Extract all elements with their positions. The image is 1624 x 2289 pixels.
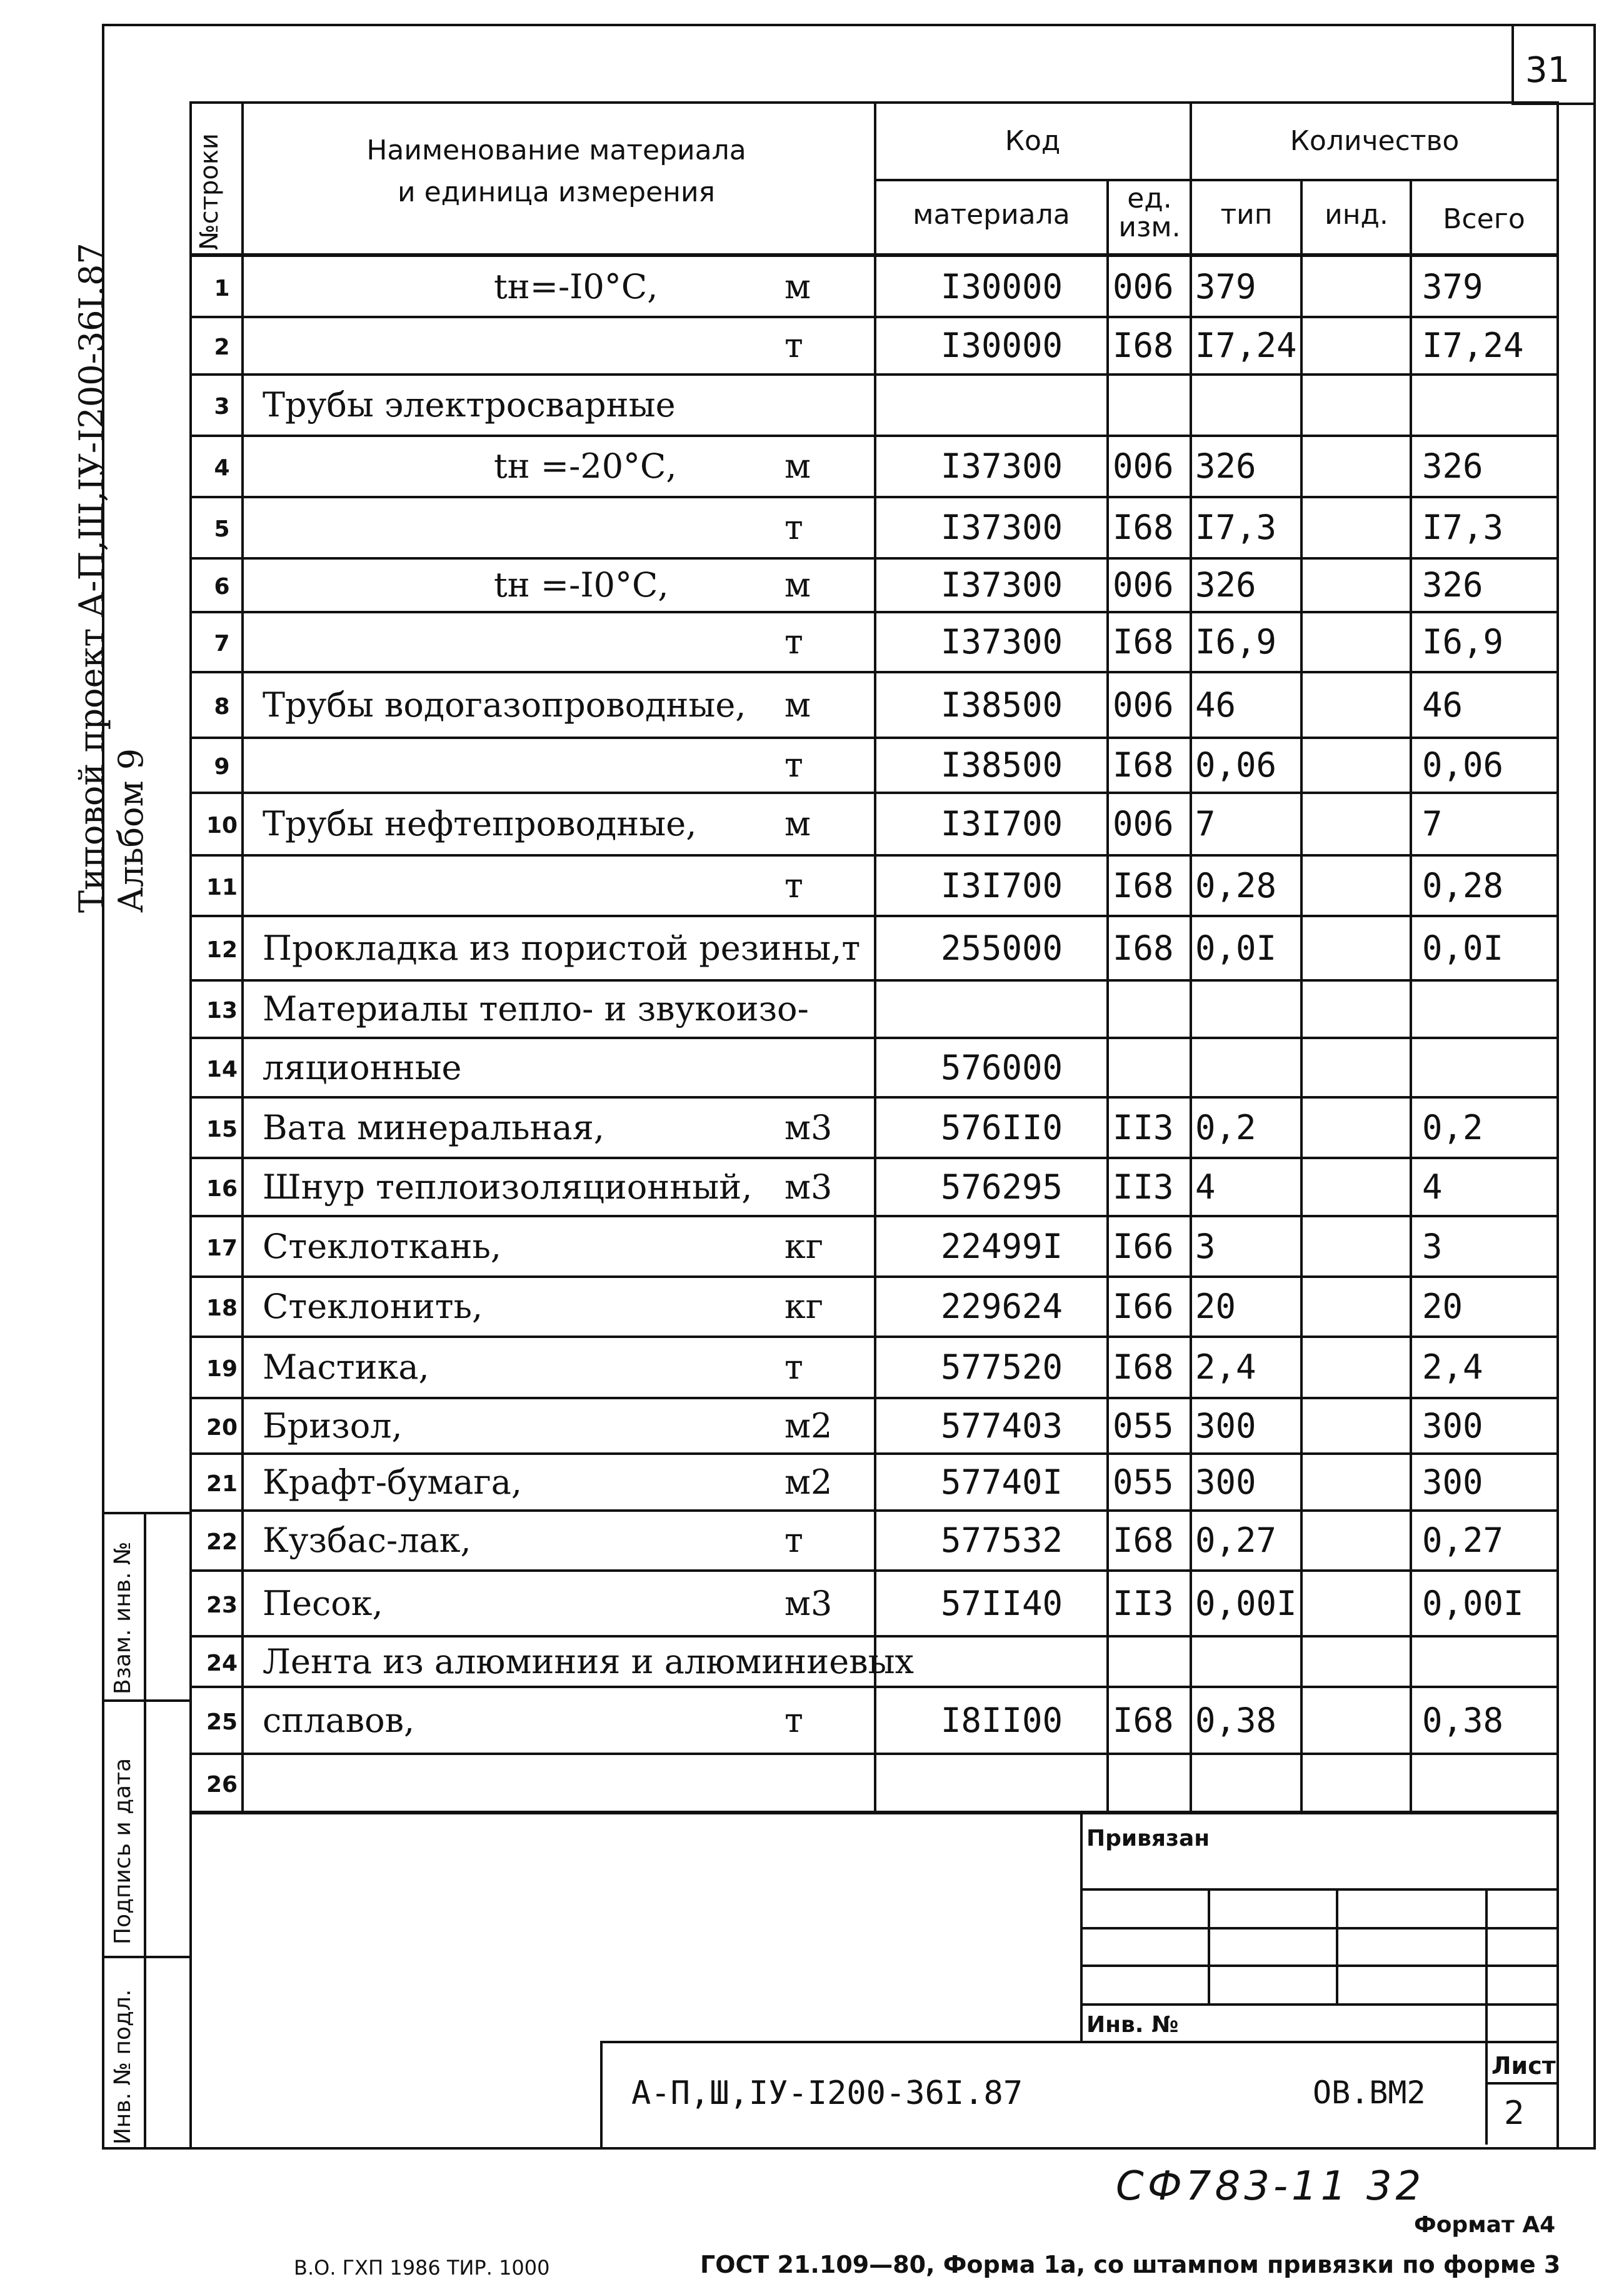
row-ed: I68 (1113, 1347, 1174, 1387)
row-code: 576000 (941, 1047, 1063, 1087)
row-number: 4 (214, 455, 230, 481)
row-code: I37300 (941, 565, 1063, 605)
row-ed: 006 (1113, 804, 1174, 843)
row-tip: 3 (1195, 1226, 1216, 1266)
header-qty: Количество (1290, 125, 1460, 157)
row-tip: 379 (1195, 267, 1256, 306)
header-rownum: №строки (195, 133, 224, 250)
row-total: 0,28 (1422, 865, 1504, 905)
row-tip: 4 (1195, 1167, 1216, 1207)
row-ed: II3 (1113, 1583, 1174, 1623)
row-code: 22499I (941, 1226, 1063, 1266)
row-total: I6,9 (1422, 622, 1504, 662)
row-tip: 300 (1195, 1406, 1256, 1446)
row-tip: 300 (1195, 1462, 1256, 1502)
row-ed: I68 (1113, 622, 1174, 662)
row-unit: т (784, 1347, 803, 1387)
row-total: 7 (1422, 804, 1443, 843)
row-ed: I68 (1113, 508, 1174, 547)
header-code-unit-line2: изм. (1118, 211, 1181, 244)
stamp-podpis: Подпись и дата (110, 1758, 136, 1944)
header-qty-total: Всего (1443, 203, 1525, 235)
header-name-line2: и единица измерения (397, 176, 716, 208)
row-code: 577403 (941, 1406, 1063, 1446)
row-total: 326 (1422, 446, 1483, 486)
row-code: I30000 (941, 267, 1063, 306)
footer-gost: ГОСТ 21.109—80, Форма 1а, со штампом привязки по форме 3 (700, 2251, 1561, 2278)
row-total: 2,4 (1422, 1347, 1483, 1387)
row-total: 300 (1422, 1406, 1483, 1446)
row-ed: I68 (1113, 865, 1174, 905)
header-code-material: материала (913, 199, 1070, 231)
row-code: I3I700 (941, 804, 1063, 843)
row-tip: 0,28 (1195, 865, 1277, 905)
row-ed: I68 (1113, 745, 1174, 785)
row-unit: т (784, 865, 803, 905)
row-ed: I68 (1113, 1700, 1174, 1740)
row-name: Песок, (263, 1583, 383, 1623)
row-name: Прокладка из пористой резины,т (263, 928, 861, 968)
row-code: I8II00 (941, 1700, 1063, 1740)
row-ed: 055 (1113, 1462, 1174, 1502)
row-number: 10 (206, 813, 238, 838)
row-code: I37300 (941, 508, 1063, 547)
row-unit: м3 (784, 1167, 833, 1207)
row-tip: 0,00I (1195, 1583, 1297, 1623)
row-number: 14 (206, 1056, 238, 1082)
row-unit: т (784, 326, 803, 365)
row-code: 57II40 (941, 1583, 1063, 1623)
row-ed: I66 (1113, 1287, 1174, 1326)
row-number: 2 (214, 335, 230, 360)
row-tip: I7,24 (1195, 326, 1297, 365)
row-number: 23 (206, 1592, 238, 1618)
row-temp: tн =-I0°С, (494, 565, 669, 605)
row-name: Материалы тепло- и звукоизо- (263, 989, 809, 1029)
header-qty-type: тип (1220, 199, 1273, 231)
row-name: Трубы водогазопроводные, (263, 685, 746, 725)
row-code: 576II0 (941, 1107, 1063, 1147)
row-total: 0,38 (1422, 1700, 1504, 1740)
row-total: 46 (1422, 685, 1463, 725)
row-number: 3 (214, 394, 230, 420)
row-tip: 46 (1195, 685, 1236, 725)
row-number: 25 (206, 1709, 238, 1735)
row-tip: I7,3 (1195, 508, 1277, 547)
row-ed: 006 (1113, 685, 1174, 725)
header-code-unit-line1: ед. (1127, 183, 1172, 214)
row-total: 3 (1422, 1226, 1443, 1266)
row-name: Кузбас-лак, (263, 1521, 471, 1560)
footer-format: Формат А4 (1414, 2212, 1556, 2238)
row-name: Бризол, (263, 1406, 403, 1446)
row-total: 300 (1422, 1462, 1483, 1502)
row-tip: 326 (1195, 565, 1256, 605)
row-unit: м (784, 267, 811, 306)
stamp-doc-code: А-П,Ш,IУ-I200-36I.87 (631, 2075, 1023, 2112)
row-unit: т (784, 622, 803, 662)
row-unit: т (784, 745, 803, 785)
row-number: 24 (206, 1650, 238, 1676)
row-name: ляционные (263, 1047, 462, 1087)
row-code: 577532 (941, 1521, 1063, 1560)
row-number: 20 (206, 1414, 238, 1441)
row-number: 26 (206, 1771, 238, 1798)
handwritten-note: СФ783-11 32 (1116, 2163, 1425, 2210)
row-tip: 326 (1195, 446, 1256, 486)
row-total: 0,00I (1422, 1583, 1524, 1623)
row-name: Крафт-бумага, (263, 1462, 523, 1502)
row-unit: м (784, 446, 811, 486)
row-unit: кг (784, 1287, 824, 1326)
row-code: 577520 (941, 1347, 1063, 1387)
row-unit: м (784, 565, 811, 605)
row-code: I3I700 (941, 865, 1063, 905)
row-ed: I68 (1113, 1521, 1174, 1560)
row-tip: 0,2 (1195, 1107, 1256, 1147)
row-unit: т (784, 1700, 803, 1740)
row-name: Мастика, (263, 1347, 429, 1387)
side-title-line1: Типовой проект А-П,Ш,IУ-I200-36I.87 (72, 243, 111, 913)
row-tip: 0,06 (1195, 745, 1277, 785)
row-code: 255000 (941, 928, 1063, 968)
row-total: 379 (1422, 267, 1483, 306)
row-unit: т (784, 508, 803, 547)
row-total: 0,27 (1422, 1521, 1504, 1560)
row-code: I37300 (941, 446, 1063, 486)
row-total: 0,2 (1422, 1107, 1483, 1147)
row-number: 16 (206, 1175, 238, 1202)
row-number: 1 (214, 276, 230, 301)
row-unit: м3 (784, 1583, 833, 1623)
row-name: Трубы нефтепроводные, (263, 804, 697, 843)
stamp-vzam: Взам. инв. № (110, 1541, 136, 1694)
row-total: I7,3 (1422, 508, 1504, 547)
row-number: 13 (206, 998, 238, 1024)
stamp-list-no: 2 (1504, 2095, 1525, 2132)
header-code: Код (1005, 125, 1061, 157)
stamp-inv-no: Инв. № (1086, 2012, 1179, 2038)
row-code: I37300 (941, 622, 1063, 662)
row-number: 21 (206, 1471, 238, 1497)
footer-left: В.О. ГХП 1986 ТИР. 1000 (294, 2256, 550, 2280)
row-unit: м2 (784, 1406, 833, 1446)
row-tip: 2,4 (1195, 1347, 1256, 1387)
row-unit: м (784, 804, 811, 843)
row-number: 17 (206, 1235, 238, 1261)
row-number: 22 (206, 1529, 238, 1555)
row-unit: м (784, 685, 811, 725)
row-unit: т (784, 1521, 803, 1560)
row-code: 229624 (941, 1287, 1063, 1326)
row-ed: 006 (1113, 267, 1174, 306)
row-temp: tн=-I0°С, (494, 267, 658, 306)
row-code: I30000 (941, 326, 1063, 365)
row-total: 326 (1422, 565, 1483, 605)
row-name: Стеклоткань, (263, 1226, 502, 1266)
row-code: 57740I (941, 1462, 1063, 1502)
row-ed: I68 (1113, 928, 1174, 968)
stamp-sheet-code: ОВ.ВМ2 (1313, 2075, 1426, 2111)
row-ed: 055 (1113, 1406, 1174, 1446)
row-tip: 0,27 (1195, 1521, 1277, 1560)
row-number: 11 (206, 874, 238, 900)
row-temp: tн =-20°С, (494, 446, 677, 486)
row-code: 576295 (941, 1167, 1063, 1207)
stamp-privyazan: Привязан (1086, 1826, 1210, 1851)
row-unit: кг (784, 1226, 824, 1266)
row-ed: I66 (1113, 1226, 1174, 1266)
header-code-unit (1109, 184, 1190, 242)
row-tip: 0,38 (1195, 1700, 1277, 1740)
side-title-line2: Альбом 9 (111, 748, 151, 913)
row-tip: 7 (1195, 804, 1216, 843)
row-code: I38500 (941, 745, 1063, 785)
row-tip: I6,9 (1195, 622, 1277, 662)
row-total: 20 (1422, 1287, 1463, 1326)
row-total: 0,0I (1422, 928, 1504, 968)
row-unit: м2 (784, 1462, 833, 1502)
row-tip: 0,0I (1195, 928, 1277, 968)
row-number: 6 (214, 574, 230, 600)
row-number: 18 (206, 1295, 238, 1321)
row-ed: II3 (1113, 1167, 1174, 1207)
row-unit: м3 (784, 1107, 833, 1147)
row-ed: II3 (1113, 1107, 1174, 1147)
row-total: 0,06 (1422, 745, 1504, 785)
header-name-line1: Наименование материала (366, 134, 746, 166)
row-number: 5 (214, 516, 230, 542)
row-number: 7 (214, 631, 230, 657)
row-ed: 006 (1113, 446, 1174, 486)
row-name: Стеклонить, (263, 1287, 483, 1326)
row-number: 9 (214, 754, 230, 780)
row-tip: 20 (1195, 1287, 1236, 1326)
row-number: 19 (206, 1356, 238, 1382)
header-name (244, 134, 869, 208)
row-number: 8 (214, 693, 230, 720)
header-qty-ind: инд. (1325, 199, 1388, 231)
row-name: Вата минеральная, (263, 1107, 604, 1147)
row-number: 12 (206, 937, 238, 963)
row-number: 15 (206, 1116, 238, 1142)
row-name: Трубы электросварные (263, 385, 676, 425)
row-name: сплавов, (263, 1700, 415, 1740)
row-name: Шнур теплоизоляционный, (263, 1167, 753, 1207)
page-number: 31 (1525, 50, 1570, 91)
row-total: I7,24 (1422, 326, 1524, 365)
row-total: 4 (1422, 1167, 1443, 1207)
row-code: I38500 (941, 685, 1063, 725)
row-ed: 006 (1113, 565, 1174, 605)
stamp-inv-podl: Инв. № подл. (110, 1989, 136, 2145)
row-name: Лента из алюминия и алюминиевых (263, 1641, 915, 1681)
row-ed: I68 (1113, 326, 1174, 365)
stamp-list-label: Лист (1491, 2052, 1556, 2080)
